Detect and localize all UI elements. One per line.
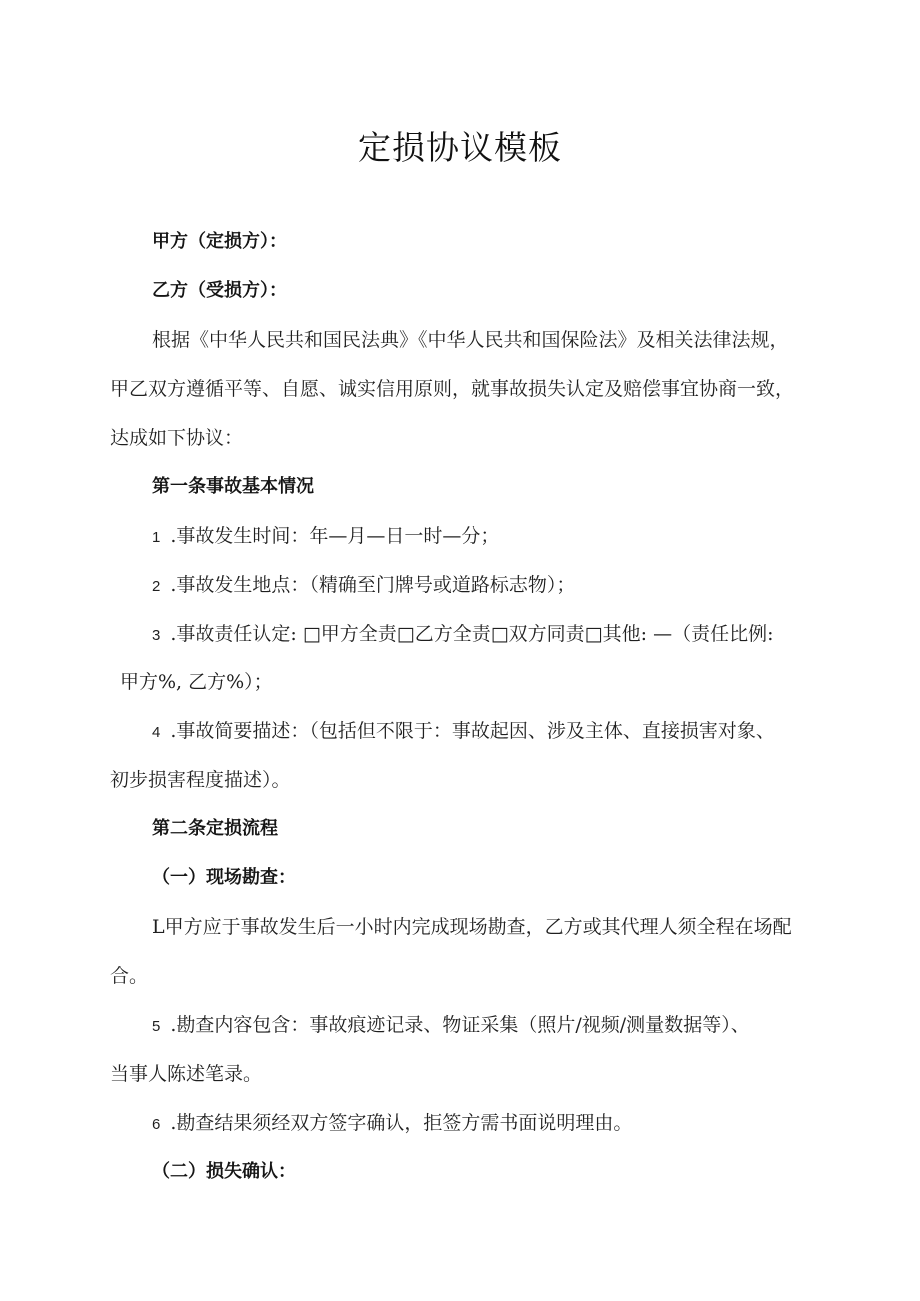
item-text: .事故发生地点：（精确至门牌号或道路标志物）； bbox=[170, 574, 576, 596]
article-2-heading: 第二条定损流程 bbox=[152, 818, 278, 839]
article-1-item-4 bbox=[152, 717, 775, 747]
article-1-item-3-continued: 甲方%, 乙方%）； bbox=[120, 671, 273, 693]
item-number: 5 bbox=[152, 1018, 161, 1035]
item-number: 3 bbox=[152, 627, 161, 644]
article-1-item-4-continued: 初步损害程度描述）。 bbox=[110, 769, 291, 791]
article-1-item-3 bbox=[152, 620, 773, 650]
preamble-line-2: 甲乙双方遵循平等、自愿、诚实信用原则，就事故损失认定及赔偿事宜协商一致， bbox=[110, 378, 795, 400]
article-1-item-2 bbox=[152, 571, 575, 601]
party-b-label: 乙方（受损方）： bbox=[152, 280, 287, 301]
item-text: .事故责任认定: □甲方全责□乙方全责□双方同责□其他: —（责任比例: bbox=[170, 623, 774, 645]
item-text: .勘查结果须经双方签字确认，拒签方需书面说明理由。 bbox=[170, 1112, 633, 1134]
section-1-item-l: L甲方应于事故发生后一小时内完成现场勘查，乙方或其代理人须全程在场配 bbox=[152, 916, 792, 938]
document-title: 定损协议模板 bbox=[358, 128, 562, 167]
party-a-label: 甲方（定损方）： bbox=[152, 231, 287, 252]
section-1-item-5 bbox=[152, 1011, 750, 1041]
preamble-line-3: 达成如下协议： bbox=[110, 427, 244, 449]
item-number: 6 bbox=[152, 1116, 161, 1133]
item-number: 4 bbox=[152, 724, 161, 741]
section-1-item-5-continued: 当事人陈述笔录。 bbox=[110, 1063, 263, 1085]
article-1-heading: 第一条事故基本情况 bbox=[152, 476, 314, 497]
article-1-item-1 bbox=[152, 522, 499, 552]
item-text: .事故发生时间：年—月—日一时—分； bbox=[170, 525, 500, 547]
item-text: .事故简要描述：（包括但不限于：事故起因、涉及主体、直接损害对象、 bbox=[170, 720, 775, 742]
item-number: 1 bbox=[152, 529, 161, 546]
section-1-item-6 bbox=[152, 1109, 632, 1139]
section-2-heading: （二）损失确认： bbox=[152, 1161, 296, 1182]
item-number: 2 bbox=[152, 578, 161, 595]
section-1-item-l-continued: 合。 bbox=[110, 965, 149, 987]
preamble-line-1: 根据《中华人民共和国民法典》《中华人民共和国保险法》及相关法律法规， bbox=[152, 329, 789, 351]
section-1-heading: （一）现场勘查： bbox=[152, 867, 296, 888]
item-text: .勘查内容包含：事故痕迹记录、物证采集（照片/视频/测量数据等）、 bbox=[170, 1014, 750, 1036]
